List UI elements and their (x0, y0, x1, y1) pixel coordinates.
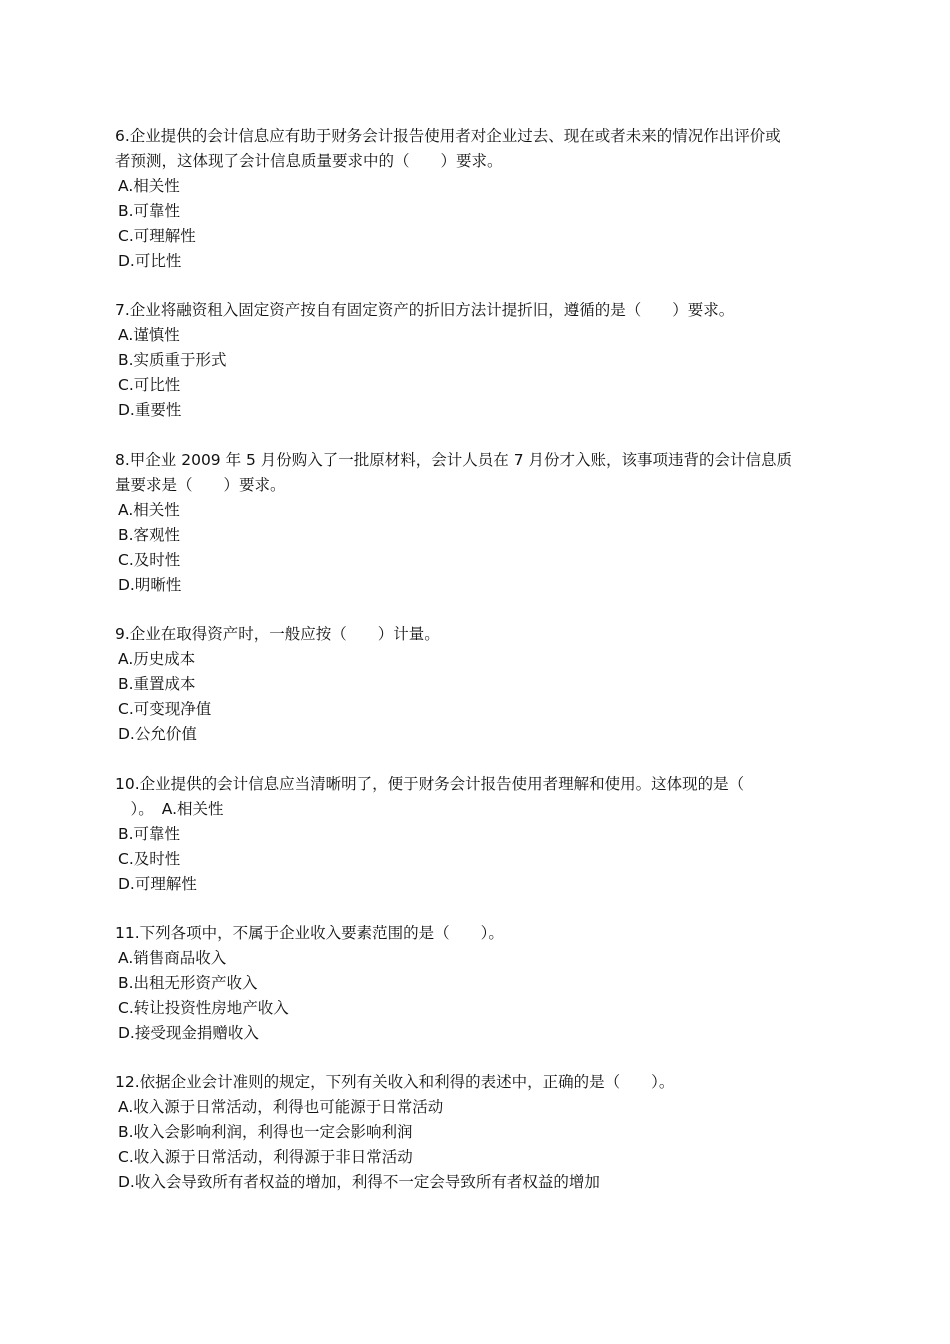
question-stem (115, 921, 840, 946)
stem-line: 7.企业将融资租入固定资产按自有固定资产的折旧方法计提折旧，遵循的是（ ）要求。 (115, 301, 735, 319)
question-stem (115, 448, 840, 498)
option-a: A.历史成本 (118, 650, 196, 668)
option-b: B.收入会影响利润，利得也一定会影响利润 (118, 1123, 413, 1141)
stem-line: 量要求是（ ）要求。 (115, 476, 286, 494)
option-a: A.相关性 (118, 501, 180, 519)
question-stem (115, 124, 840, 174)
option-c: C.可理解性 (118, 227, 196, 245)
option-c: C.收入源于日常活动，利得源于非日常活动 (118, 1148, 413, 1166)
question-stem (115, 298, 840, 323)
stem-line: 12.依据企业会计准则的规定，下列有关收入和利得的表述中，正确的是（ ）。 (115, 1073, 675, 1091)
stem-line: 11.下列各项中，不属于企业收入要素范围的是（ ）。 (115, 924, 504, 942)
stem-line: 者预测，这体现了会计信息质量要求中的（ ）要求。 (115, 152, 503, 170)
option-c: C.及时性 (118, 551, 181, 569)
option-d: D.重要性 (118, 401, 182, 419)
question-stem (115, 622, 840, 647)
option-c: C.及时性 (118, 850, 181, 868)
question-stem (115, 1070, 840, 1095)
stem-line: 8.甲企业 2009 年 5 月份购入了一批原材料，会计人员在 7 月份才入账，该事项违背的会计信息质 (115, 451, 793, 469)
option-d: D.可比性 (118, 252, 182, 270)
question-7 (115, 298, 840, 423)
question-9 (115, 622, 840, 747)
option-d: D.接受现金捐赠收入 (118, 1024, 259, 1042)
option-b: B.出租无形资产收入 (118, 974, 258, 992)
question-8 (115, 448, 840, 598)
stem-line: 9.企业在取得资产时，一般应按（ ）计量。 (115, 625, 440, 643)
option-b: B.可靠性 (118, 825, 181, 843)
question-stem (115, 772, 840, 822)
stem-line: 6.企业提供的会计信息应有助于财务会计报告使用者对企业过去、现在或者未来的情况作出评价或 (115, 127, 781, 145)
option-c: C.可变现净值 (118, 700, 212, 718)
option-c: C.可比性 (118, 376, 181, 394)
option-c: C.转让投资性房地产收入 (118, 999, 289, 1017)
stem-line-tail: ）。 (115, 800, 154, 818)
question-10 (115, 772, 840, 897)
stem-line: 10.企业提供的会计信息应当清晰明了，便于财务会计报告使用者理解和使用。这体现的是（ (115, 775, 745, 793)
option-d: D.公允价值 (118, 725, 197, 743)
option-a: A.相关性 (161, 800, 224, 818)
option-b: B.实质重于形式 (118, 351, 227, 369)
question-11 (115, 921, 840, 1046)
option-b: B.重置成本 (118, 675, 196, 693)
option-a: A.收入源于日常活动，利得也可能源于日常活动 (118, 1098, 444, 1116)
option-a: A.谨慎性 (118, 326, 180, 344)
option-d: D.可理解性 (118, 875, 197, 893)
option-d: D.收入会导致所有者权益的增加，利得不一定会导致所有者权益的增加 (118, 1173, 600, 1191)
question-12 (115, 1070, 840, 1195)
option-a: A.相关性 (118, 177, 180, 195)
option-a: A.销售商品收入 (118, 949, 227, 967)
question-6 (115, 124, 840, 274)
stem-line (115, 797, 840, 822)
option-b: B.客观性 (118, 526, 181, 544)
option-d: D.明晰性 (118, 576, 182, 594)
option-b: B.可靠性 (118, 202, 181, 220)
